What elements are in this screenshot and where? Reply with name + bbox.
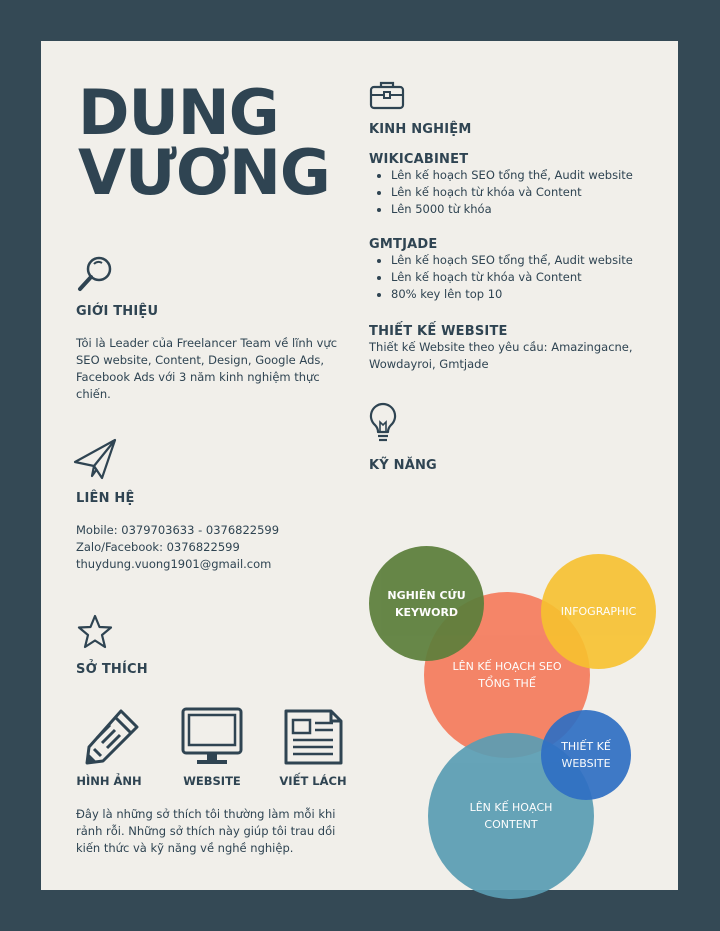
- name-line-1: DUNG: [78, 76, 279, 149]
- contact-block: [76, 522, 366, 573]
- name-title: [78, 76, 330, 209]
- web-design-section: [369, 324, 664, 373]
- resume-sheet: [41, 41, 678, 890]
- skill-circle-infographic: [541, 554, 656, 669]
- lightbulb-icon: [369, 402, 397, 444]
- web-design-title: THIẾT KẾ WEBSITE: [369, 324, 508, 339]
- skill-label: NGHIÊN CỨU KEYWORD: [387, 588, 466, 619]
- contact-zalo: Zalo/Facebook: 0376822599: [76, 540, 240, 554]
- web-design-text: Thiết kế Website theo yêu cầu: Amazingacne, Wowdayroi, Gmtjade: [369, 340, 633, 371]
- experience-heading: KINH NGHIỆM: [369, 122, 472, 137]
- hobbies-heading: SỞ THÍCH: [76, 662, 148, 677]
- hobby-label-writing: VIẾT LÁCH: [279, 774, 347, 788]
- job-company: WIKICABINET: [369, 152, 469, 167]
- job-bullet: • Lên kế hoạch SEO tổng thể, Audit website: [391, 167, 669, 184]
- about-text: Tôi là Leader của Freelancer Team về lĩnh vực SEO website, Content, Design, Google Ads, Facebook Ads với 3 năm kinh nghiệm thực chiến.: [76, 336, 338, 401]
- skills-venn: [359, 496, 678, 866]
- skills-heading: KỸ NĂNG: [369, 458, 437, 473]
- contact-email[interactable]: thuydung.vuong1901@gmail.com: [76, 557, 272, 571]
- skill-label: INFOGRAPHIC: [560, 605, 637, 618]
- skill-circle-keyword-research: [369, 546, 484, 661]
- job-bullet: • 80% key lên top 10: [391, 286, 669, 303]
- skill-circle-web-design: [541, 710, 631, 800]
- job-bullet: • Lên kế hoạch từ khóa và Content: [391, 184, 669, 201]
- newspaper-icon: [283, 707, 345, 767]
- paper-plane-icon: [72, 436, 118, 482]
- skill-label: THIẾT KẾ WEBSITE: [561, 740, 611, 770]
- job-gmtjade: [369, 237, 669, 303]
- pencil-icon: [81, 705, 143, 767]
- hobbies-text: Đây là những sở thích tôi thường làm mỗi khi rảnh rỗi. Những sở thích này giúp tôi trau dồi kiến thức và kỹ năng về nghề nghiệp.: [76, 807, 336, 855]
- star-icon: [76, 613, 114, 651]
- contact-heading: LIÊN HỆ: [76, 491, 135, 506]
- job-wikicabinet: [369, 152, 669, 218]
- job-bullet: • Lên kế hoạch SEO tổng thể, Audit website: [391, 252, 669, 269]
- hobby-label-website: WEBSITE: [183, 774, 241, 788]
- job-bullet: • Lên kế hoạch từ khóa và Content: [391, 269, 669, 286]
- hobby-label-photos: HÌNH ẢNH: [76, 774, 142, 788]
- job-company: GMTJADE: [369, 237, 438, 252]
- about-heading: GIỚI THIỆU: [76, 304, 159, 319]
- contact-mobile: Mobile: 0379703633 - 0376822599: [76, 523, 280, 537]
- skill-label: LÊN KẾ HOẠCH SEO TỔNG THỂ: [452, 660, 562, 690]
- name-line-2: VƯƠNG: [78, 136, 330, 209]
- monitor-icon: [181, 707, 243, 767]
- briefcase-icon: [369, 79, 405, 111]
- job-bullet: • Lên 5000 từ khóa: [391, 201, 669, 218]
- skill-label: LÊN KẾ HOẠCH CONTENT: [469, 801, 553, 831]
- magnifier-icon: [75, 254, 115, 294]
